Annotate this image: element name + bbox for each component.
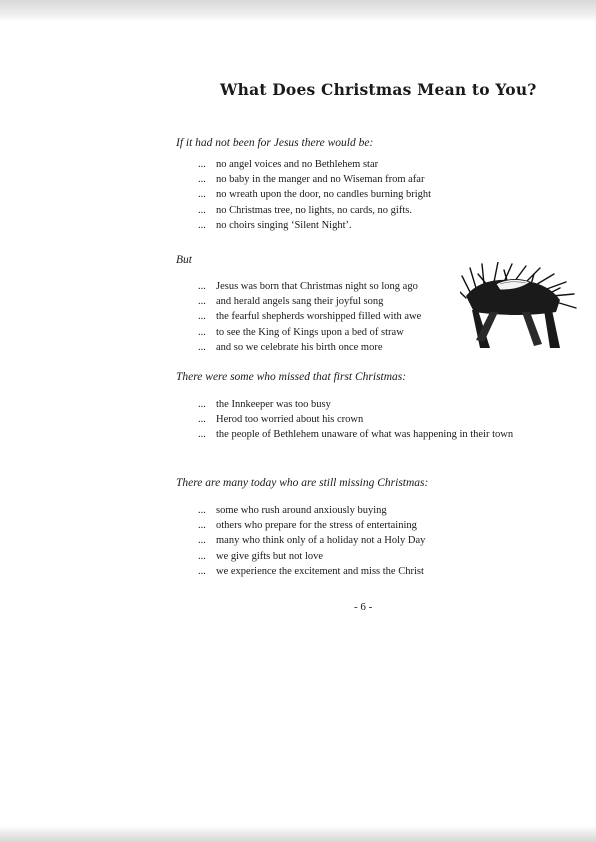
scan-shadow-bottom <box>0 826 596 842</box>
page-title: What Does Christmas Mean to You? <box>220 80 537 99</box>
list-item: ... many who think only of a holiday not a Holy Day <box>198 535 426 547</box>
list-item: ... Herod too worried about his crown <box>198 414 364 426</box>
list-item: ... and so we celebrate his birth once more <box>198 341 383 353</box>
list-item: ... Jesus was born that Christmas night so long ago <box>198 281 418 292</box>
list-item: ... no choirs singing ‘Silent Night’. <box>198 219 352 231</box>
section-heading-3: There were some who missed that first Christmas: <box>176 371 407 383</box>
list-item: ... no baby in the manger and no Wiseman from afar <box>198 174 425 186</box>
section-heading-2: But <box>176 254 192 266</box>
list-item: ... the people of Bethlehem unaware of what was happening in their town <box>198 429 514 441</box>
section-heading-4: There are many today who are still missing Christmas: <box>176 477 429 489</box>
list-item: ... we give gifts but not love <box>198 550 324 562</box>
list-item: ... some who rush around anxiously buying <box>198 505 387 516</box>
list-item: ... we experience the excitement and miss the Christ <box>198 565 424 577</box>
list-item: ... to see the King of Kings upon a bed of straw <box>198 326 404 338</box>
list-section-3 <box>198 397 534 443</box>
manger-icon <box>460 262 578 350</box>
list-section-1 <box>198 157 431 233</box>
list-item: ... and herald angels sang their joyful song <box>198 296 384 308</box>
list-section-2 <box>198 279 421 355</box>
page-number: - 6 - <box>354 601 373 613</box>
list-item: ... others who prepare for the stress of entertaining <box>198 520 417 532</box>
scan-shadow-top <box>0 0 596 22</box>
list-section-4 <box>198 503 425 579</box>
list-item: ... the Innkeeper was too busy <box>198 399 331 410</box>
section-heading-1: If it had not been for Jesus there would be: <box>176 137 374 149</box>
list-item: ... the fearful shepherds worshipped filled with awe <box>198 311 422 323</box>
list-item: ... no wreath upon the door, no candles burning bright <box>198 189 432 201</box>
list-item: ... no Christmas tree, no lights, no cards, no gifts. <box>198 204 412 216</box>
list-item: ... no angel voices and no Bethlehem star <box>198 159 379 170</box>
